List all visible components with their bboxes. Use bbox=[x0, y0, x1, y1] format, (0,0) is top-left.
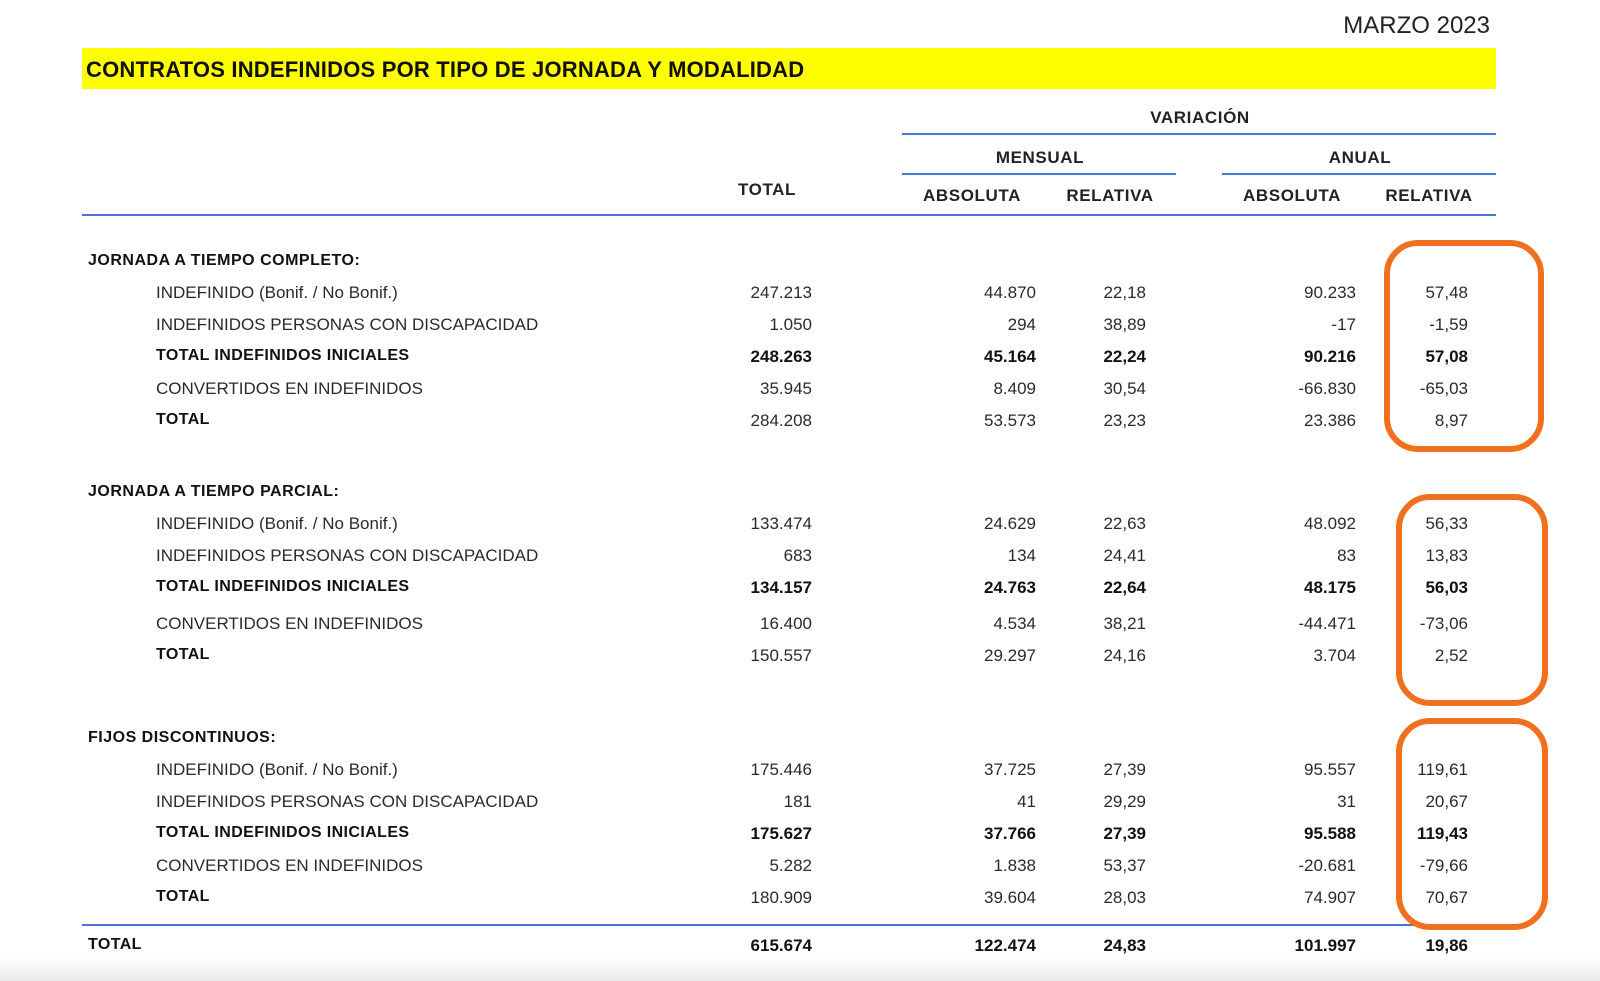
cell-total: 284.208 bbox=[750, 411, 812, 430]
table-row bbox=[0, 792, 1600, 816]
cell-annual-absolute: 31 bbox=[1337, 792, 1356, 811]
row-label: CONVERTIDOS EN INDEFINIDOS bbox=[156, 856, 423, 875]
cell-monthly-relative: 27,39 bbox=[1103, 760, 1146, 779]
cell-annual-relative: -73,06 bbox=[1419, 614, 1468, 633]
cell-monthly-absolute: 24.763 bbox=[984, 578, 1036, 597]
cell-total: 247.213 bbox=[750, 283, 812, 302]
table-row-subtotal bbox=[0, 578, 1600, 602]
cell-annual-relative: 119,43 bbox=[1416, 824, 1468, 843]
cell-annual-absolute: -20.681 bbox=[1298, 856, 1356, 875]
cell-total: 615.674 bbox=[750, 936, 812, 955]
cell-monthly-relative: 24,41 bbox=[1103, 546, 1146, 565]
cell-total: 180.909 bbox=[750, 888, 812, 907]
section-title-fixed-discontinuous: FIJOS DISCONTINUOS: bbox=[88, 729, 277, 746]
cell-annual-absolute: -44.471 bbox=[1298, 614, 1356, 633]
header-total: TOTAL bbox=[737, 180, 797, 199]
cell-monthly-relative: 22,24 bbox=[1103, 347, 1146, 366]
row-label: TOTAL bbox=[156, 646, 210, 663]
cell-annual-relative: -79,66 bbox=[1419, 856, 1468, 875]
header-rule-monthly bbox=[902, 173, 1176, 175]
cell-monthly-absolute: 37.766 bbox=[984, 824, 1036, 843]
cell-monthly-relative: 24,16 bbox=[1103, 646, 1146, 665]
cell-annual-relative: 57,48 bbox=[1425, 283, 1468, 302]
cell-total: 134.157 bbox=[750, 578, 812, 597]
cell-monthly-absolute: 39.604 bbox=[984, 888, 1036, 907]
row-label: TOTAL INDEFINIDOS INICIALES bbox=[156, 347, 410, 364]
highlight-annual-relative-part-time bbox=[1396, 494, 1548, 706]
cell-monthly-relative: 53,37 bbox=[1103, 856, 1146, 875]
row-label: INDEFINIDO (Bonif. / No Bonif.) bbox=[156, 283, 398, 302]
cell-monthly-absolute: 1.838 bbox=[993, 856, 1036, 875]
header-annual-relative: RELATIVA bbox=[1385, 186, 1473, 205]
cell-total: 133.474 bbox=[750, 514, 812, 533]
row-label: TOTAL INDEFINIDOS INICIALES bbox=[156, 578, 410, 595]
table-row bbox=[0, 614, 1600, 638]
cell-annual-relative: 57,08 bbox=[1425, 347, 1468, 366]
highlight-annual-relative-full-time bbox=[1384, 240, 1544, 452]
table-row bbox=[0, 379, 1600, 403]
cell-annual-absolute: 74.907 bbox=[1304, 888, 1356, 907]
section-title-part-time: JORNADA A TIEMPO PARCIAL: bbox=[88, 483, 340, 500]
cell-monthly-absolute: 122.474 bbox=[974, 936, 1036, 955]
row-label: INDEFINIDO (Bonif. / No Bonif.) bbox=[156, 760, 398, 779]
cell-annual-relative: 19,86 bbox=[1425, 936, 1468, 955]
cell-total: 5.282 bbox=[769, 856, 812, 875]
cell-annual-relative: 56,03 bbox=[1425, 578, 1468, 597]
page-edge-shadow bbox=[0, 958, 1600, 981]
header-annual: ANUAL bbox=[1328, 148, 1392, 167]
cell-annual-absolute: 90.216 bbox=[1304, 347, 1356, 366]
cell-annual-absolute: 3.704 bbox=[1313, 646, 1356, 665]
header-monthly-relative: RELATIVA bbox=[1066, 186, 1154, 205]
header-annual-absolute: ABSOLUTA bbox=[1243, 186, 1341, 205]
grand-total-rule-top bbox=[82, 924, 1496, 926]
row-label: TOTAL bbox=[88, 936, 142, 953]
cell-annual-relative: 70,67 bbox=[1425, 888, 1468, 907]
cell-annual-absolute: 101.997 bbox=[1294, 936, 1356, 955]
cell-monthly-relative: 24,83 bbox=[1103, 936, 1146, 955]
table-row bbox=[0, 315, 1600, 339]
cell-annual-relative: -1,59 bbox=[1429, 315, 1468, 334]
cell-annual-absolute: 48.175 bbox=[1304, 578, 1356, 597]
table-row bbox=[0, 546, 1600, 570]
row-label: INDEFINIDOS PERSONAS CON DISCAPACIDAD bbox=[156, 315, 539, 334]
cell-monthly-absolute: 24.629 bbox=[984, 514, 1036, 533]
cell-monthly-absolute: 294 bbox=[1007, 315, 1036, 334]
table-row bbox=[0, 514, 1600, 538]
cell-annual-absolute: 95.557 bbox=[1304, 760, 1356, 779]
cell-monthly-absolute: 29.297 bbox=[984, 646, 1036, 665]
cell-annual-absolute: 83 bbox=[1337, 546, 1356, 565]
cell-annual-relative: 8,97 bbox=[1434, 411, 1468, 430]
table-row-total bbox=[0, 411, 1600, 435]
header-monthly: MENSUAL bbox=[995, 148, 1085, 167]
cell-total: 175.446 bbox=[750, 760, 812, 779]
section-title-full-time: JORNADA A TIEMPO COMPLETO: bbox=[88, 252, 361, 269]
header-rule-variation bbox=[902, 133, 1496, 135]
cell-annual-relative: 2,52 bbox=[1434, 646, 1468, 665]
cell-annual-absolute: -66.830 bbox=[1298, 379, 1356, 398]
cell-monthly-relative: 27,39 bbox=[1103, 824, 1146, 843]
cell-total: 248.263 bbox=[750, 347, 812, 366]
cell-annual-absolute: 23.386 bbox=[1304, 411, 1356, 430]
cell-annual-absolute: 95.588 bbox=[1304, 824, 1356, 843]
row-label: TOTAL bbox=[156, 888, 210, 905]
table-row bbox=[0, 856, 1600, 880]
header-monthly-absolute: ABSOLUTA bbox=[923, 186, 1021, 205]
cell-monthly-relative: 38,89 bbox=[1103, 315, 1146, 334]
cell-total: 175.627 bbox=[750, 824, 812, 843]
table-row bbox=[0, 760, 1600, 784]
table-row-total bbox=[0, 888, 1600, 912]
header-variation: VARIACIÓN bbox=[1150, 108, 1250, 127]
cell-annual-absolute: 48.092 bbox=[1304, 514, 1356, 533]
period-label: MARZO 2023 bbox=[1343, 12, 1490, 39]
cell-monthly-relative: 29,29 bbox=[1103, 792, 1146, 811]
cell-total: 181 bbox=[783, 792, 812, 811]
cell-monthly-absolute: 134 bbox=[1007, 546, 1036, 565]
cell-monthly-relative: 22,63 bbox=[1103, 514, 1146, 533]
cell-monthly-absolute: 4.534 bbox=[993, 614, 1036, 633]
row-label: CONVERTIDOS EN INDEFINIDOS bbox=[156, 614, 423, 633]
cell-annual-relative: 13,83 bbox=[1425, 546, 1468, 565]
table-row-subtotal bbox=[0, 824, 1600, 848]
table-row bbox=[0, 283, 1600, 307]
cell-total: 150.557 bbox=[750, 646, 812, 665]
row-label: INDEFINIDOS PERSONAS CON DISCAPACIDAD bbox=[156, 792, 539, 811]
cell-monthly-relative: 38,21 bbox=[1103, 614, 1146, 633]
table-title: CONTRATOS INDEFINIDOS POR TIPO DE JORNADA Y MODALIDAD bbox=[82, 48, 1496, 89]
cell-monthly-relative: 22,64 bbox=[1103, 578, 1146, 597]
cell-total: 16.400 bbox=[760, 614, 812, 633]
cell-monthly-relative: 28,03 bbox=[1103, 888, 1146, 907]
cell-monthly-relative: 23,23 bbox=[1103, 411, 1146, 430]
row-label: INDEFINIDOS PERSONAS CON DISCAPACIDAD bbox=[156, 546, 539, 565]
cell-monthly-relative: 30,54 bbox=[1103, 379, 1146, 398]
cell-annual-relative: 56,33 bbox=[1425, 514, 1468, 533]
cell-monthly-absolute: 37.725 bbox=[984, 760, 1036, 779]
row-label: INDEFINIDO (Bonif. / No Bonif.) bbox=[156, 514, 398, 533]
cell-annual-relative: 119,61 bbox=[1417, 760, 1468, 779]
cell-annual-relative: -65,03 bbox=[1419, 379, 1468, 398]
highlight-annual-relative-fixed-discontinuous bbox=[1396, 718, 1548, 930]
row-label: TOTAL INDEFINIDOS INICIALES bbox=[156, 824, 410, 841]
cell-monthly-relative: 22,18 bbox=[1103, 283, 1146, 302]
header-rule-bottom bbox=[82, 214, 1496, 216]
cell-monthly-absolute: 44.870 bbox=[984, 283, 1036, 302]
cell-annual-absolute: -17 bbox=[1331, 315, 1356, 334]
cell-monthly-absolute: 45.164 bbox=[984, 347, 1036, 366]
cell-monthly-absolute: 41 bbox=[1017, 792, 1036, 811]
cell-monthly-absolute: 53.573 bbox=[984, 411, 1036, 430]
row-label: CONVERTIDOS EN INDEFINIDOS bbox=[156, 379, 423, 398]
table-row-subtotal bbox=[0, 347, 1600, 371]
cell-total: 1.050 bbox=[769, 315, 812, 334]
table-row-total bbox=[0, 646, 1600, 670]
cell-monthly-absolute: 8.409 bbox=[993, 379, 1036, 398]
cell-total: 683 bbox=[783, 546, 812, 565]
cell-total: 35.945 bbox=[760, 379, 812, 398]
header-rule-annual bbox=[1222, 173, 1496, 175]
row-label: TOTAL bbox=[156, 411, 210, 428]
cell-annual-absolute: 90.233 bbox=[1304, 283, 1356, 302]
grand-total-row bbox=[0, 936, 1600, 960]
cell-annual-relative: 20,67 bbox=[1425, 792, 1468, 811]
